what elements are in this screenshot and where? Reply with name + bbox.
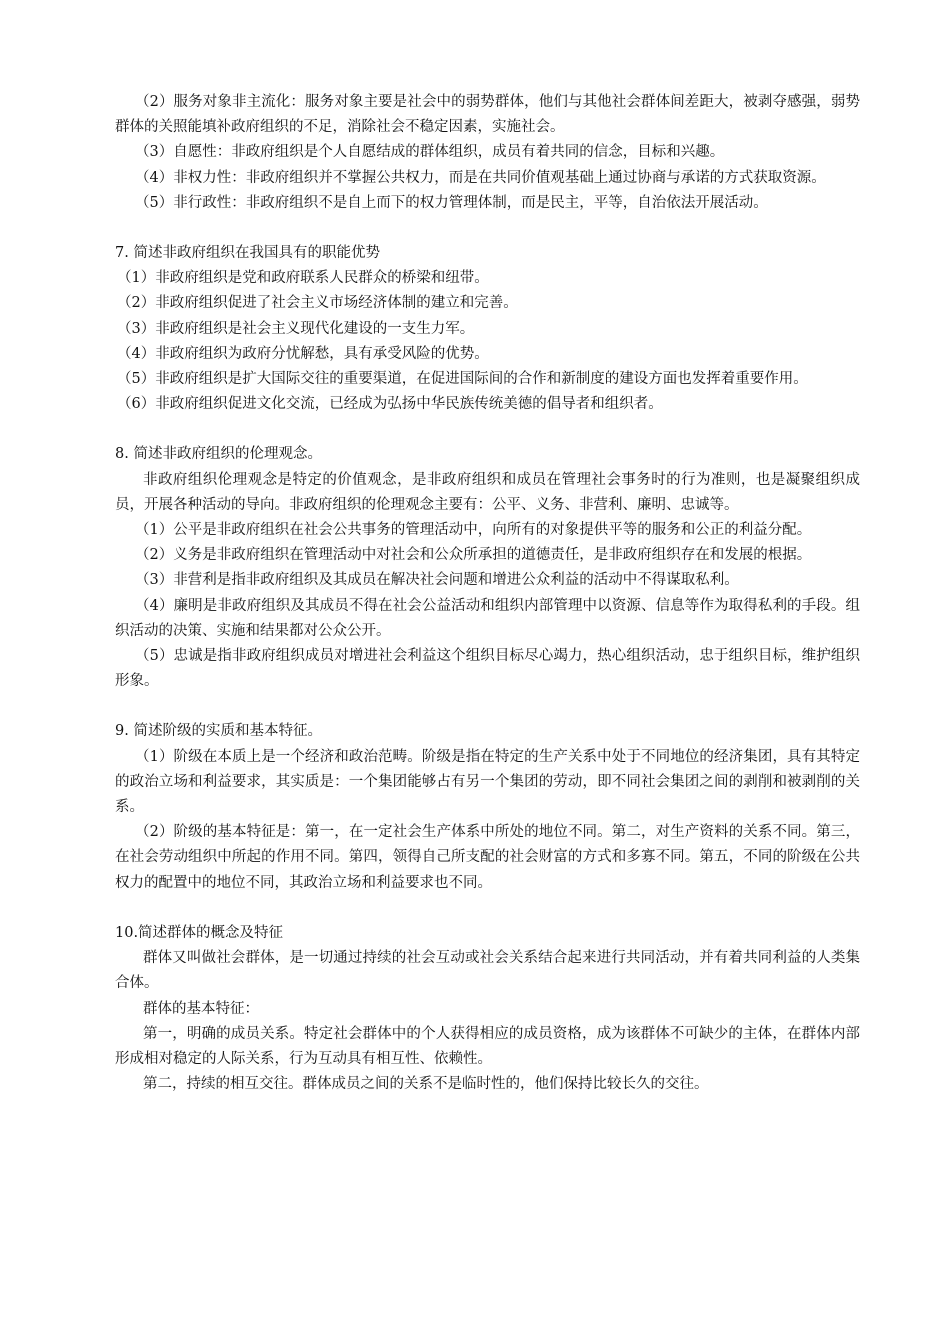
s8-item-5: （5）忠诚是指非政府组织成员对增进社会利益这个组织目标尽心竭力，热心组织活动，忠于组织目标，维护组织形象。 xyxy=(115,648,860,690)
s6-item-3: （3）自愿性：非政府组织是个人自愿结成的群体组织，成员有着共同的信念，目标和兴趣。 xyxy=(135,144,725,161)
section-8-title: 8. 简述非政府组织的伦理观念。 xyxy=(115,446,322,463)
s8-item-1: （1）公平是非政府组织在社会公共事务的管理活动中，向所有的对象提供平等的服务和公正的利益分配。 xyxy=(135,522,812,539)
s10-feature-1: 第一，明确的成员关系。特定社会群体中的个人获得相应的成员资格，成为该群体不可缺少的主体，在群体内部形成相对稳定的人际关系，行为互动具有相互性、依赖性。 xyxy=(115,1025,860,1067)
s7-item-5: （5）非政府组织是扩大国际交往的重要渠道，在促进国际间的合作和新制度的建设方面也发挥着重要作用。 xyxy=(117,371,808,388)
section-8 xyxy=(115,442,860,694)
s10-feature-2: 第二，持续的相互交往。群体成员之间的关系不是临时性的，他们保持比较长久的交往。 xyxy=(143,1076,709,1093)
s7-item-1: （1）非政府组织是党和政府联系人民群众的桥梁和纽带。 xyxy=(117,270,489,287)
s7-item-3: （3）非政府组织是社会主义现代化建设的一支生力军。 xyxy=(117,320,475,337)
s7-item-4: （4）非政府组织为政府分忧解愁，具有承受风险的优势。 xyxy=(117,345,489,362)
s10-definition: 群体又叫做社会群体，是一切通过持续的社会互动或社会关系结合起来进行共同活动，并有着共同利益的人类集合体。 xyxy=(115,950,860,992)
s6-item-4: （4）非权力性：非政府组织并不掌握公共权力，而是在共同价值观基础上通过协商与承诺的方式获取资源。 xyxy=(135,169,826,186)
s6-item-5: （5）非行政性：非政府组织不是自上而下的权力管理体制，而是民主，平等，自治依法开展活动。 xyxy=(135,194,768,211)
s8-item-4: （4）廉明是非政府组织及其成员不得在社会公益活动和组织内部管理中以资源、信息等作为取得私利的手段。组织活动的决策、实施和结果都对公众公开。 xyxy=(115,597,860,639)
s8-intro: 非政府组织伦理观念是特定的价值观念，是非政府组织和成员在管理社会事务时的行为准则，也是凝聚组织成员，开展各种活动的导向。非政府组织的伦理观念主要有：公平、义务、非营利、廉明、忠诚等。 xyxy=(115,471,860,513)
section-10-title: 10.简述群体的概念及特征 xyxy=(115,924,284,941)
s6-item-2: （2）服务对象非主流化：服务对象主要是社会中的弱势群体，他们与其他社会群体间差距大，被剥夺感强，弱势群体的关照能填补政府组织的不足，消除社会不稳定因素，实施社会。 xyxy=(115,94,860,136)
s7-item-2: （2）非政府组织促进了社会主义市场经济体制的建立和完善。 xyxy=(117,295,518,312)
s9-item-2: （2）阶级的基本特征是：第一，在一定社会生产体系中所处的地位不同。第二，对生产资料的关系不同。第三，在社会劳动组织中所起的作用不同。第四，领得自己所支配的社会财富的方式和多寡不同。第五，不同的阶级在公共权力的配置中的地位不同，其政治立场和利益要求也不同。 xyxy=(115,824,860,891)
s9-item-1: （1）阶级在本质上是一个经济和政治范畴。阶级是指在特定的生产关系中处于不同地位的经济集团，具有其特定的政治立场和利益要求，其实质是：一个集团能够占有另一个集团的劳动，即不同社会集团之间的剥削和被剥削的关系。 xyxy=(115,748,860,816)
section-7-title: 7. 简述非政府组织在我国具有的职能优势 xyxy=(115,245,380,262)
section-9 xyxy=(115,719,860,895)
s8-item-3: （3）非营利是指非政府组织及其成员在解决社会问题和增进公众利益的活动中不得谋取私利。 xyxy=(135,572,739,589)
s7-item-6: （6）非政府组织促进文化交流，已经成为弘扬中华民族传统美德的倡导者和组织者。 xyxy=(117,396,663,413)
section-6-continued xyxy=(115,90,860,216)
s8-item-2: （2）义务是非政府组织在管理活动中对社会和公众所承担的道德责任，是非政府组织存在和发展的根据。 xyxy=(135,547,812,564)
s10-features-heading: 群体的基本特征： xyxy=(143,1000,259,1017)
section-7 xyxy=(115,241,860,417)
document-page xyxy=(115,90,860,1097)
section-10 xyxy=(115,921,860,1097)
section-9-title: 9. 简述阶级的实质和基本特征。 xyxy=(115,723,322,740)
